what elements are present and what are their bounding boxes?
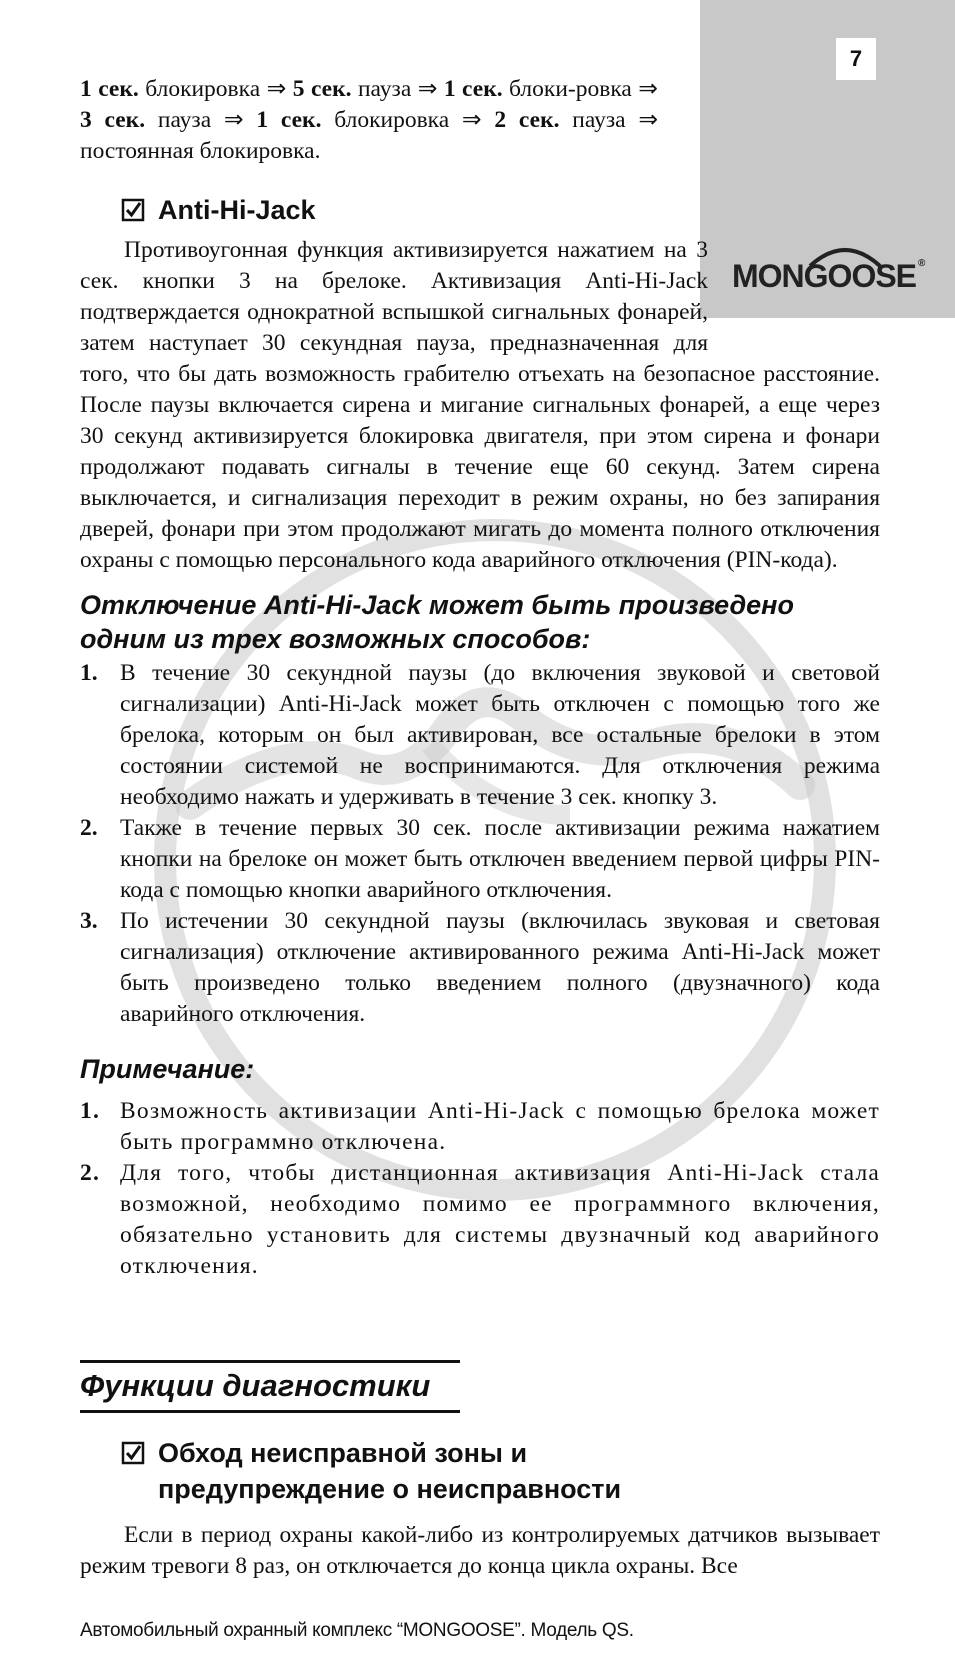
disable-item-3-number: 3. bbox=[80, 908, 98, 934]
intro-bold-3: 1 сек. bbox=[443, 76, 503, 102]
diagnostics-subheading bbox=[120, 1435, 621, 1507]
diagnostics-section-title: Функции диагностики bbox=[80, 1368, 431, 1403]
note-item-2-text: Для того, чтобы дистанционная активизация Anti-Hi-Jack стала возможной, необходимо помимо ее программного включения, обязательно установить для системы двузначный код аварийного отключения. bbox=[120, 1160, 880, 1279]
page-footer: Автомобильный охранный комплекс “MONGOOSE”. Модель QS. bbox=[80, 1620, 634, 1641]
antihijack-heading-text: Anti-Hi-Jack bbox=[158, 195, 316, 225]
intro-bold-5: 1 сек. bbox=[256, 107, 322, 133]
disable-item-1-number: 1. bbox=[80, 660, 98, 686]
checkbox-checked-icon bbox=[120, 1441, 146, 1465]
intro-bold-6: 2 сек. bbox=[494, 107, 560, 133]
section-rule-top bbox=[80, 1360, 460, 1363]
checkbox-checked-icon bbox=[120, 198, 146, 222]
intro-text-4: пауза ⇒ bbox=[145, 107, 257, 133]
intro-bold-4: 3 сек. bbox=[80, 107, 146, 133]
disable-item-3-text: По истечении 30 секундной паузы (включилась звуковая и световая сигнализация) отключение активированного режима Anti-Hi-Jack может быть произведено только введением полного (двузначного) кода аварийного отключения. bbox=[120, 908, 880, 1027]
note-item-1 bbox=[80, 1096, 880, 1158]
antihijack-paragraph bbox=[80, 235, 880, 576]
note-item-2-number: 2. bbox=[80, 1160, 101, 1186]
disable-item-2-number: 2. bbox=[80, 815, 98, 841]
antihijack-heading bbox=[120, 192, 316, 228]
intro-text-6: пауза ⇒ постоянная блокировка. bbox=[80, 107, 659, 164]
intro-text-1: блокировка ⇒ bbox=[138, 76, 293, 102]
disable-item-1 bbox=[80, 658, 880, 813]
disable-item-2-text: Также в течение первых 30 сек. после активизации режима нажатием кнопки на брелоке он может быть отключен введением первой цифры PIN-кода с помощью кнопки аварийного отключения. bbox=[120, 815, 880, 903]
note-item-1-text: Возможность активизации Anti-Hi-Jack с помощью брелока может быть программно отключена. bbox=[120, 1098, 880, 1155]
disable-heading: Отключение Anti-Hi-Jack может быть произведено одним из трех возможных способов: bbox=[80, 590, 794, 654]
antihijack-paragraph-text: Противоугонная функция активизируется нажатием на 3 сек. кнопки 3 на брелоке. Активизация Anti-Hi-Jack подтверждается однократной вспышкой сигнальных фонарей, затем наступает 30 секундная пауза, предназначенная для того, что бы дать возможность грабителю отъехать на безопасное расстояние. После паузы включается сирена и мигание сигнальных фонарей, а еще через 30 секунд активизируется блокировка двигателя, при этом сирена и фонари продолжают подавать сигналы в течение еще 60 секунд. Затем сирена выключается, и сигнализация переходит в режим охраны, но без запирания дверей, фонари при этом продолжают мигать до момента полного отключения охраны с помощью персонального кода аварийного отключения (PIN-кода). bbox=[80, 237, 880, 573]
diagnostics-subheading-line1: Обход неисправной зоны и bbox=[158, 1438, 528, 1468]
section-rule-bottom bbox=[80, 1410, 460, 1413]
intro-text-5: блокировка ⇒ bbox=[321, 107, 495, 133]
intro-text-3: блоки-ровка ⇒ bbox=[502, 76, 658, 102]
disable-item-1-text: В течение 30 секундной паузы (до включения звуковой и световой сигнализации) Anti-Hi-Jack может быть отключен с помощью того же брелока, которым он был активирован, все остальные брелоки в этом состоянии системой не воспринимаются. Для отключения режима необходимо нажать и удерживать в течение 3 сек. кнопку 3. bbox=[120, 660, 880, 810]
diagnostics-subheading-line2: предупреждение о неисправности bbox=[158, 1474, 622, 1504]
diagnostics-paragraph: Если в период охраны какой-либо из контролируемых датчиков вызывает режим тревоги 8 раз, он отключается до конца цикла охраны. Все bbox=[80, 1522, 880, 1579]
note-list bbox=[80, 1096, 880, 1282]
note-item-1-number: 1. bbox=[80, 1098, 101, 1124]
page-number: 7 bbox=[836, 38, 876, 80]
disable-list bbox=[80, 658, 880, 1030]
intro-paragraph bbox=[80, 74, 658, 167]
logo-registered-mark: ® bbox=[918, 258, 925, 269]
logo-text: MONGOOSE bbox=[732, 258, 917, 294]
intro-bold-2: 5 сек. bbox=[292, 76, 352, 102]
note-heading: Примечание: bbox=[80, 1054, 255, 1084]
note-item-2 bbox=[80, 1158, 880, 1282]
logo-float-spacer bbox=[708, 235, 880, 359]
disable-item-3 bbox=[80, 906, 880, 1030]
intro-bold-1: 1 сек. bbox=[80, 76, 139, 102]
disable-item-2 bbox=[80, 813, 880, 906]
intro-text-2: пауза ⇒ bbox=[351, 76, 444, 102]
